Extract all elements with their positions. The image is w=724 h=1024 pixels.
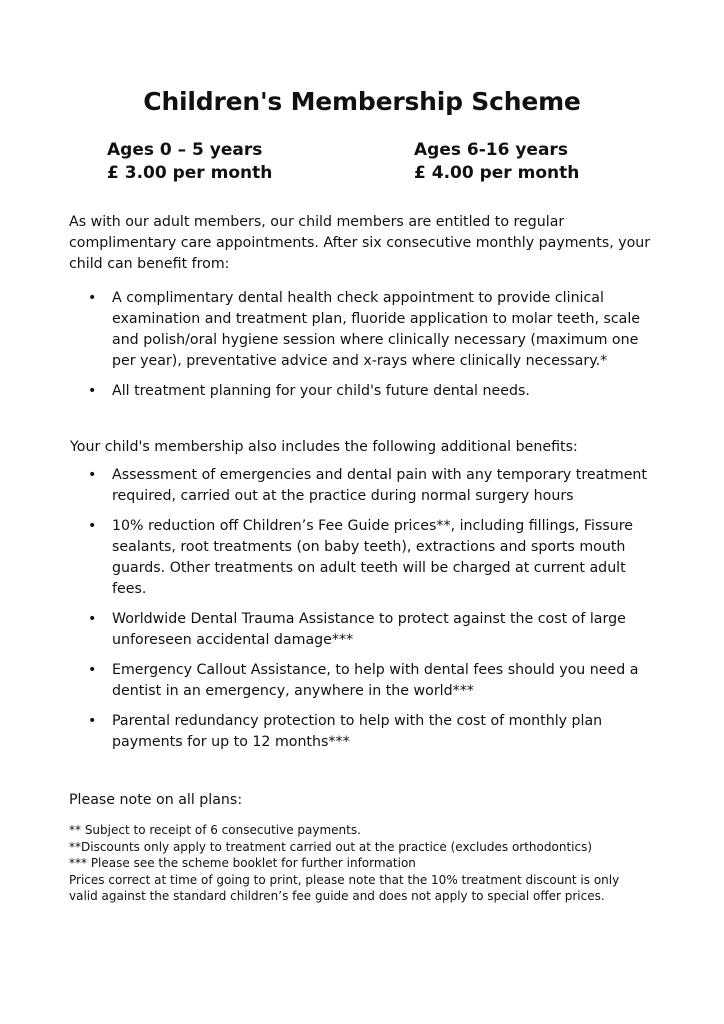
- plan-price: £ 4.00 per month: [414, 163, 580, 183]
- list-item-text: Parental redundancy protection to help with the cost of monthly plan payments for up to 12 months***: [112, 713, 603, 750]
- list-item-text: Emergency Callout Assistance, to help with dental fees should you need a dentist in an emergency, anywhere in the world***: [112, 662, 639, 699]
- core-benefits-list: [88, 288, 658, 411]
- footnote: Prices correct at time of going to print, please note that the 10% treatment discount is only: [69, 872, 620, 887]
- list-item: [88, 516, 658, 600]
- footnote: valid against the standard children’s fee guide and does not apply to special offer prices.: [69, 889, 605, 903]
- bullet-icon: •: [88, 290, 97, 306]
- plan-price: £ 3.00 per month: [107, 163, 273, 183]
- bullet-icon: •: [88, 662, 97, 678]
- list-item: [88, 711, 658, 753]
- footnote: ** Subject to receipt of 6 consecutive payments.: [69, 823, 361, 837]
- bullet-icon: •: [88, 518, 97, 534]
- plan-ages-0-5: [107, 139, 272, 185]
- list-item: [88, 609, 658, 651]
- footnotes: [69, 822, 689, 905]
- list-item: [88, 465, 658, 507]
- list-item-text: All treatment planning for your child's future dental needs.: [112, 383, 530, 399]
- additional-benefits-list: [88, 465, 658, 762]
- list-item-text: A complimentary dental health check appointment to provide clinical examination and treatment plan, fluoride application to molar teeth, scale and polish/oral hygiene session where clinically necessary (maximum one per year), preventative advice and x-rays where clinically necessary.*: [112, 290, 641, 369]
- footnote: **Discounts only apply to treatment carried out at the practice (excludes orthodontics): [69, 839, 593, 854]
- bullet-icon: •: [88, 611, 97, 627]
- footnote: *** Please see the scheme booklet for further information: [69, 856, 416, 870]
- list-item-text: Assessment of emergencies and dental pain with any temporary treatment required, carried out at the practice during normal surgery hours: [112, 467, 647, 504]
- additional-benefits-intro: Your child's membership also includes the following additional benefits:: [70, 439, 578, 455]
- page-title: Children's Membership Scheme: [143, 86, 581, 116]
- list-item-text: Worldwide Dental Trauma Assistance to protect against the cost of large unforeseen accidental damage***: [112, 611, 626, 648]
- list-item: [88, 288, 658, 372]
- note-heading: Please note on all plans:: [69, 792, 243, 808]
- list-item: [88, 381, 658, 402]
- bullet-icon: •: [88, 713, 97, 729]
- bullet-icon: •: [88, 383, 97, 399]
- plan-ages-label: Ages 0 – 5 years: [107, 140, 263, 160]
- list-item-text: 10% reduction off Children’s Fee Guide prices**, including fillings, Fissure sealants, root treatments (on baby teeth), extractions and sports mouth guards. Other treatments on adult teeth will be charged at current adult fees.: [112, 518, 634, 597]
- list-item: [88, 660, 658, 702]
- plan-ages-label: Ages 6-16 years: [414, 140, 568, 160]
- intro-paragraph: As with our adult members, our child members are entitled to regular complimentary care appointments. After six consecutive monthly payments, your child can benefit from:: [69, 214, 651, 272]
- bullet-icon: •: [88, 467, 97, 483]
- plan-ages-6-16: [414, 139, 579, 185]
